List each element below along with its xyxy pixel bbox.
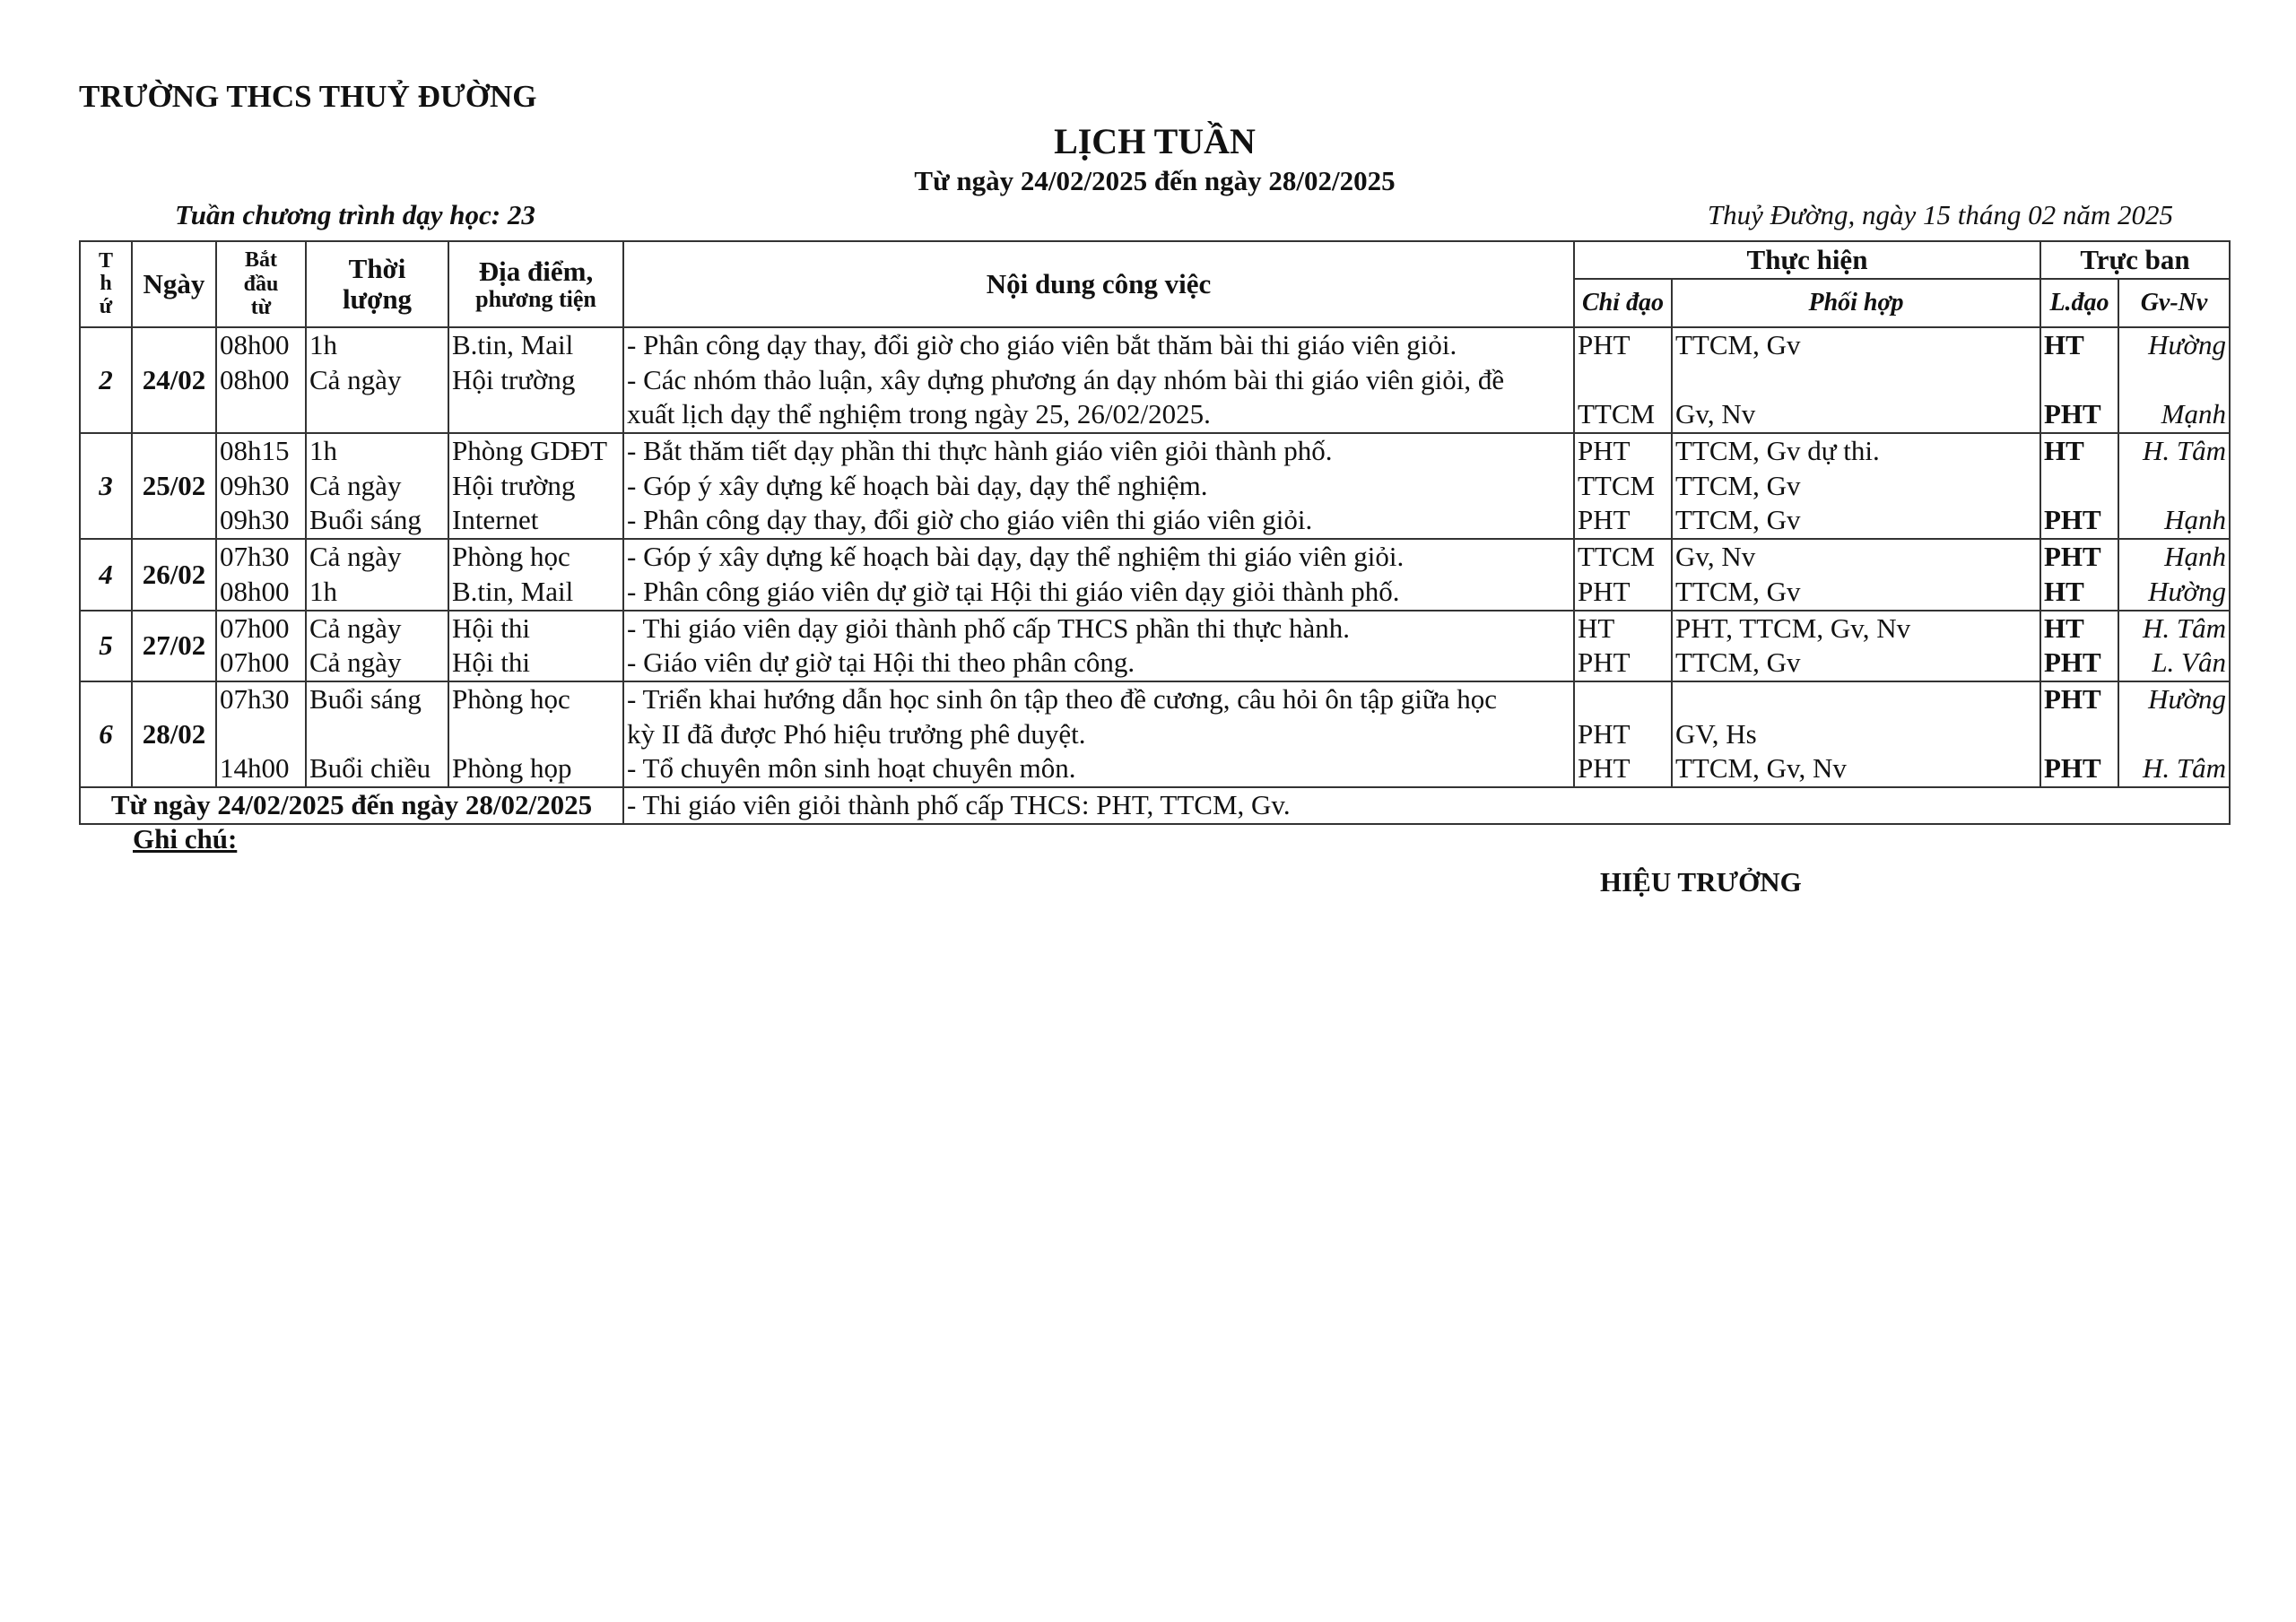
duty-leader-line: HT	[2044, 435, 2084, 467]
weekly-schedule-table	[79, 240, 2231, 825]
place-line: Phòng họp	[452, 752, 572, 785]
duty-staff-line	[2122, 363, 2226, 398]
duty-staff-line: Mạnh	[2161, 398, 2226, 430]
header-date: Ngày	[132, 241, 216, 327]
duty-leader-line	[2044, 717, 2115, 752]
place-line: B.tin, Mail	[452, 575, 574, 607]
start-line	[220, 717, 302, 752]
content-cell	[623, 433, 1574, 539]
content-cell	[623, 539, 1574, 610]
start-line: 09h30	[220, 504, 290, 536]
day-row	[80, 433, 2230, 539]
duty-staff-line: H. Tâm	[2142, 612, 2226, 644]
coordinate-line: TTCM, Gv dự thi.	[1675, 435, 1880, 467]
header-execution: Thực hiện	[1574, 241, 2040, 279]
duty-leader-cell	[2040, 433, 2118, 539]
day-row	[80, 611, 2230, 681]
content-line: - Triển khai hướng dẫn học sinh ôn tập theo đề cương, câu hỏi ôn tập giữa học	[627, 682, 1497, 715]
duration-line: 1h	[309, 435, 337, 467]
lead-line	[1578, 363, 1668, 398]
header-coordinate: Phối hợp	[1672, 279, 2040, 327]
place-line: Phòng học	[452, 541, 570, 573]
coordinate-line	[1675, 682, 2037, 717]
start-line: 08h00	[220, 575, 290, 607]
start-line: 07h00	[220, 612, 290, 644]
coordinate-line: Gv, Nv	[1675, 541, 1756, 573]
coordinate-cell	[1672, 433, 2040, 539]
duration-cell	[306, 681, 448, 787]
start-line	[220, 397, 302, 432]
duty-leader-cell	[2040, 611, 2118, 681]
duty-leader-line	[2044, 363, 2115, 398]
start-line: 09h30	[220, 469, 290, 501]
content-line: - Giáo viên dự giờ tại Hội thi theo phân công.	[627, 646, 1135, 679]
header-duration: Thời lượng	[306, 241, 448, 327]
content-line: - Phân công dạy thay, đổi giờ cho giáo viên bắt thăm bài thi giáo viên giỏi.	[627, 329, 1457, 360]
duty-leader-cell	[2040, 681, 2118, 787]
duty-leader-line: HT	[2044, 575, 2084, 607]
duration-line: 1h	[309, 329, 337, 360]
place-cell	[448, 539, 623, 610]
header-duty-staff: Gv-Nv	[2118, 279, 2230, 327]
duration-line: Buổi chiều	[309, 752, 431, 785]
start-line: 07h30	[220, 682, 290, 715]
duration-line: Cả ngày	[309, 612, 402, 644]
start-line: 07h00	[220, 646, 290, 679]
coordinate-line: GV, Hs	[1675, 717, 1757, 750]
coordinate-line: PHT, TTCM, Gv, Nv	[1675, 612, 1911, 644]
place-line: B.tin, Mail	[452, 329, 574, 360]
place-line	[452, 397, 620, 432]
lead-line	[1578, 682, 1668, 717]
duty-leader-line: PHT	[2044, 752, 2101, 785]
weekday-cell: 4	[80, 539, 132, 610]
date-cell: 26/02	[132, 539, 216, 610]
duty-staff-cell	[2118, 611, 2230, 681]
lead-cell	[1574, 433, 1672, 539]
start-line: 08h15	[220, 435, 290, 467]
duty-staff-line: L. Vân	[2152, 646, 2226, 679]
weekday-cell: 3	[80, 433, 132, 539]
lead-line: TTCM	[1578, 541, 1656, 573]
duration-cell	[306, 433, 448, 539]
duration-line	[309, 397, 445, 432]
header-start: Bắt đầu từ	[216, 241, 306, 327]
page-title: LỊCH TUẦN	[1054, 121, 1256, 161]
duty-leader-line: HT	[2044, 612, 2084, 644]
start-cell	[216, 327, 306, 433]
coordinate-cell	[1672, 611, 2040, 681]
school-name: TRƯỜNG THCS THUỶ ĐƯỜNG	[79, 79, 537, 114]
duty-staff-cell	[2118, 433, 2230, 539]
coordinate-cell	[1672, 681, 2040, 787]
duty-staff-line: Hường	[2148, 329, 2226, 360]
content-line: - Các nhóm thảo luận, xây dựng phương án dạy nhóm bài thi giáo viên giỏi, đề	[627, 363, 1505, 395]
place-line: Internet	[452, 504, 539, 536]
place-line: Hội thi	[452, 612, 530, 644]
header-place: Địa điểm, phương tiện	[448, 241, 623, 327]
duration-line: Cả ngày	[309, 363, 402, 395]
place-date: Thuỷ Đường, ngày 15 tháng 02 năm 2025	[1707, 199, 2173, 230]
week-number: Tuần chương trình dạy học: 23	[175, 199, 535, 230]
content-line: - Tổ chuyên môn sinh hoạt chuyên môn.	[627, 752, 1076, 785]
weekday-cell: 2	[80, 327, 132, 433]
weekday-cell: 6	[80, 681, 132, 787]
weekday-cell: 5	[80, 611, 132, 681]
lead-line: PHT	[1578, 504, 1631, 536]
duty-leader-line	[2044, 469, 2115, 504]
duration-line: Cả ngày	[309, 646, 402, 679]
duration-line: Buổi sáng	[309, 682, 422, 715]
duration-line: Cả ngày	[309, 469, 402, 501]
content-cell	[623, 611, 1574, 681]
start-cell	[216, 539, 306, 610]
duty-leader-cell	[2040, 327, 2118, 433]
header-lead: Chỉ đạo	[1574, 279, 1672, 327]
duty-staff-line	[2122, 469, 2226, 504]
place-line: Hội trường	[452, 469, 576, 501]
date-cell: 25/02	[132, 433, 216, 539]
date-cell: 24/02	[132, 327, 216, 433]
place-line: Hội trường	[452, 363, 576, 395]
duty-staff-line: Hường	[2148, 682, 2226, 715]
summary-range: Từ ngày 24/02/2025 đến ngày 28/02/2025	[110, 788, 593, 820]
lead-line: TTCM	[1578, 398, 1656, 430]
duration-cell	[306, 327, 448, 433]
summary-content: - Thi giáo viên giỏi thành phố cấp THCS: PHT, TTCM, Gv.	[627, 788, 1291, 820]
place-line	[452, 717, 620, 752]
content-cell	[623, 681, 1574, 787]
start-cell	[216, 611, 306, 681]
content-line: - Phân công dạy thay, đổi giờ cho giáo viên thi giáo viên giỏi.	[627, 504, 1313, 536]
day-row	[80, 681, 2230, 787]
coordinate-line	[1675, 363, 2037, 398]
header-weekday: T h ứ	[80, 241, 132, 327]
place-cell	[448, 681, 623, 787]
summary-row	[80, 787, 2230, 824]
coordinate-line: TTCM, Gv	[1675, 646, 1801, 679]
lead-line: PHT	[1578, 329, 1631, 360]
start-line: 08h00	[220, 363, 290, 395]
duration-line: 1h	[309, 575, 337, 607]
duty-staff-line	[2122, 717, 2226, 752]
start-cell	[216, 681, 306, 787]
content-line: - Bắt thăm tiết dạy phần thi thực hành giáo viên giỏi thành phố.	[627, 435, 1333, 467]
lead-cell	[1574, 681, 1672, 787]
duty-leader-line: PHT	[2044, 682, 2101, 715]
duty-leader-line: PHT	[2044, 504, 2101, 536]
header-duty: Trực ban	[2040, 241, 2230, 279]
duty-leader-line: PHT	[2044, 646, 2101, 679]
lead-line: TTCM	[1578, 469, 1656, 501]
coordinate-line: TTCM, Gv, Nv	[1675, 752, 1847, 785]
duration-line	[309, 717, 445, 752]
content-line: - Thi giáo viên dạy giỏi thành phố cấp THCS phần thi thực hành.	[627, 612, 1351, 644]
place-line: Phòng GDĐT	[452, 435, 608, 467]
header-content: Nội dung công việc	[623, 241, 1574, 327]
duty-leader-line: HT	[2044, 329, 2084, 360]
header-duty-leader: L.đạo	[2040, 279, 2118, 327]
duty-staff-cell	[2118, 539, 2230, 610]
duty-staff-line: Hạnh	[2164, 504, 2226, 536]
content-cell	[623, 327, 1574, 433]
lead-cell	[1574, 539, 1672, 610]
coordinate-line: TTCM, Gv	[1675, 575, 1801, 607]
start-line: 08h00	[220, 329, 290, 360]
note-label: Ghi chú:	[133, 823, 238, 854]
day-row	[80, 539, 2230, 610]
duration-cell	[306, 611, 448, 681]
duty-leader-cell	[2040, 539, 2118, 610]
lead-cell	[1574, 611, 1672, 681]
duty-staff-line: Hường	[2148, 575, 2226, 607]
place-cell	[448, 433, 623, 539]
duty-staff-cell	[2118, 681, 2230, 787]
date-range: Từ ngày 24/02/2025 đến ngày 28/02/2025	[914, 165, 1396, 196]
content-line: kỳ II đã được Phó hiệu trưởng phê duyệt.	[627, 717, 1086, 750]
duration-cell	[306, 539, 448, 610]
lead-line: HT	[1578, 612, 1615, 644]
content-line: - Góp ý xây dựng kế hoạch bài dạy, dạy thể nghiệm thi giáo viên giỏi.	[627, 541, 1405, 573]
duty-staff-cell	[2118, 327, 2230, 433]
coordinate-cell	[1672, 539, 2040, 610]
content-line: - Phân công giáo viên dự giờ tại Hội thi giáo viên dạy giỏi thành phố.	[627, 575, 1400, 607]
content-line: xuất lịch dạy thể nghiệm trong ngày 25, 26/02/2025.	[627, 398, 1211, 430]
lead-cell	[1574, 327, 1672, 433]
coordinate-line: TTCM, Gv	[1675, 504, 1801, 536]
coordinate-line: Gv, Nv	[1675, 398, 1756, 430]
place-cell	[448, 327, 623, 433]
lead-line: PHT	[1578, 575, 1631, 607]
start-cell	[216, 433, 306, 539]
lead-line: PHT	[1578, 752, 1631, 785]
duty-staff-line: H. Tâm	[2142, 435, 2226, 467]
duration-line: Cả ngày	[309, 541, 402, 573]
place-line: Phòng học	[452, 682, 570, 715]
lead-line: PHT	[1578, 646, 1631, 679]
date-cell: 27/02	[132, 611, 216, 681]
coordinate-cell	[1672, 327, 2040, 433]
date-cell: 28/02	[132, 681, 216, 787]
start-line: 07h30	[220, 541, 290, 573]
coordinate-line: TTCM, Gv	[1675, 329, 1801, 360]
lead-line: PHT	[1578, 717, 1631, 750]
lead-line: PHT	[1578, 435, 1631, 467]
coordinate-line: TTCM, Gv	[1675, 469, 1801, 501]
day-row	[80, 327, 2230, 433]
place-cell	[448, 611, 623, 681]
duty-staff-line: Hạnh	[2164, 541, 2226, 573]
start-line: 14h00	[220, 752, 290, 785]
duty-leader-line: PHT	[2044, 398, 2101, 430]
duty-staff-line: H. Tâm	[2142, 752, 2226, 785]
duty-leader-line: PHT	[2044, 541, 2101, 573]
duration-line: Buổi sáng	[309, 504, 422, 536]
signature-title: HIỆU TRƯỞNG	[1600, 866, 1802, 898]
content-line: - Góp ý xây dựng kế hoạch bài dạy, dạy thể nghiệm.	[627, 469, 1208, 501]
place-line: Hội thi	[452, 646, 530, 679]
